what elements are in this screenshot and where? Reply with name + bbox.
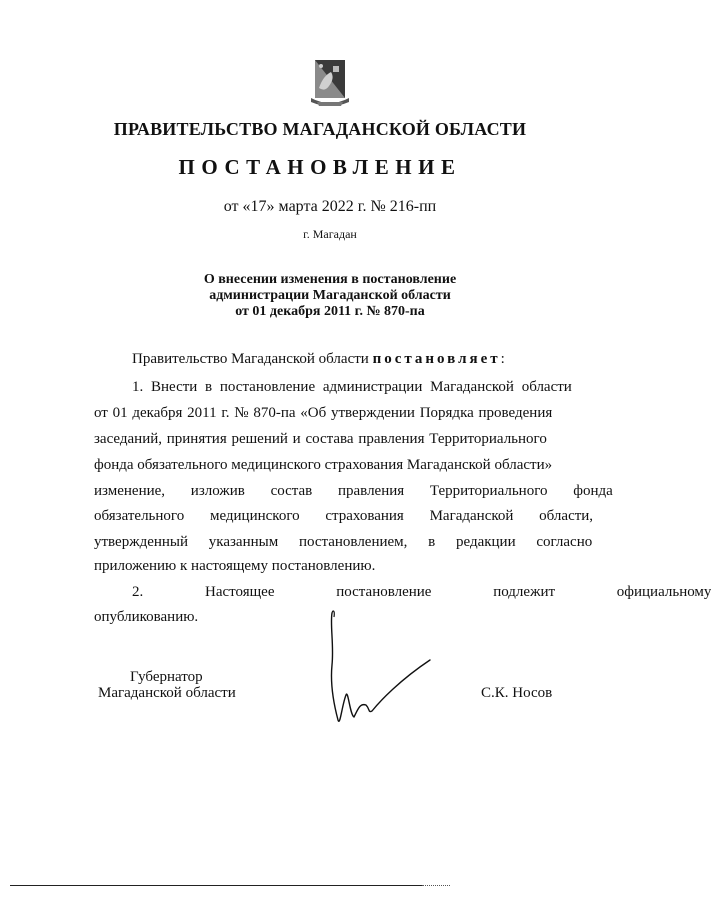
paragraph-1-line-8 — [94, 557, 375, 575]
paragraph-1-line-6-text: обязательного медицинского страхования Магаданской области, — [94, 508, 594, 524]
handwritten-signature — [320, 605, 445, 735]
paragraph-1-line-4 — [94, 456, 552, 474]
paragraph-1-line-1 — [132, 378, 572, 396]
signer-position-line-2: Магаданской области — [98, 685, 236, 701]
paragraph-1-line-4-text: фонда обязательного медицинского страхования Магаданской области» — [94, 457, 553, 473]
subject-line-3: от 01 декабря 2011 г. № 870-па — [235, 304, 425, 319]
paragraph-1-line-3-text: заседаний, принятия решений и состава правления Территориального — [94, 431, 547, 447]
paragraph-1-line-5 — [94, 482, 613, 500]
paragraph-2-line-2-text: опубликованию. — [94, 609, 199, 625]
paragraph-1-line-8-text: приложению к настоящему постановлению. — [94, 558, 376, 574]
paragraph-1-line-6 — [94, 507, 593, 525]
paragraph-1-line-7-text: утвержденный указанным постановлением, в редакции согласно — [94, 534, 593, 550]
footer-rule — [10, 885, 422, 886]
paragraph-1-line-3 — [94, 430, 547, 448]
subject-line-2: администрации Магаданской области — [209, 288, 451, 303]
paragraph-1-line-2 — [94, 404, 552, 422]
intro-prefix: Правительство Магаданской области — [132, 351, 369, 367]
intro-verb: постановляет — [372, 351, 501, 367]
coat-of-arms-icon — [305, 58, 355, 108]
footer-dotted-rule — [422, 885, 450, 887]
signer-name: С.К. Носов — [481, 685, 553, 701]
document-type: ПОСТАНОВЛЕНИЕ — [178, 155, 462, 179]
paragraph-2-line-1-text: 2. Настоящее постановление подлежит официальному — [132, 584, 711, 600]
document-subject — [0, 272, 640, 320]
paragraph-1-line-2-text: от 01 декабря 2011 г. № 870-па «Об утверждении Порядка проведения — [94, 405, 553, 421]
paragraph-2-line-2 — [94, 608, 198, 626]
paragraph-2-line-1 — [132, 583, 711, 601]
document-city: г. Магадан — [303, 227, 357, 241]
signer-position-line-1: Губернатор — [130, 669, 203, 685]
paragraph-1-line-7 — [94, 533, 592, 551]
intro-line — [132, 350, 505, 368]
paragraph-1-line-5-text: изменение, изложив состав правления Территориального фонда — [94, 483, 613, 499]
intro-suffix: : — [500, 351, 505, 367]
paragraph-1-line-1-text: 1. Внести в постановление администрации Магаданской области — [132, 379, 572, 395]
subject-line-1: О внесении изменения в постановление — [203, 272, 457, 287]
document-date-number: от «17» марта 2022 г. № 216-пп — [223, 198, 437, 215]
organization-title: ПРАВИТЕЛЬСТВО МАГАДАНСКОЙ ОБЛАСТИ — [113, 119, 527, 139]
